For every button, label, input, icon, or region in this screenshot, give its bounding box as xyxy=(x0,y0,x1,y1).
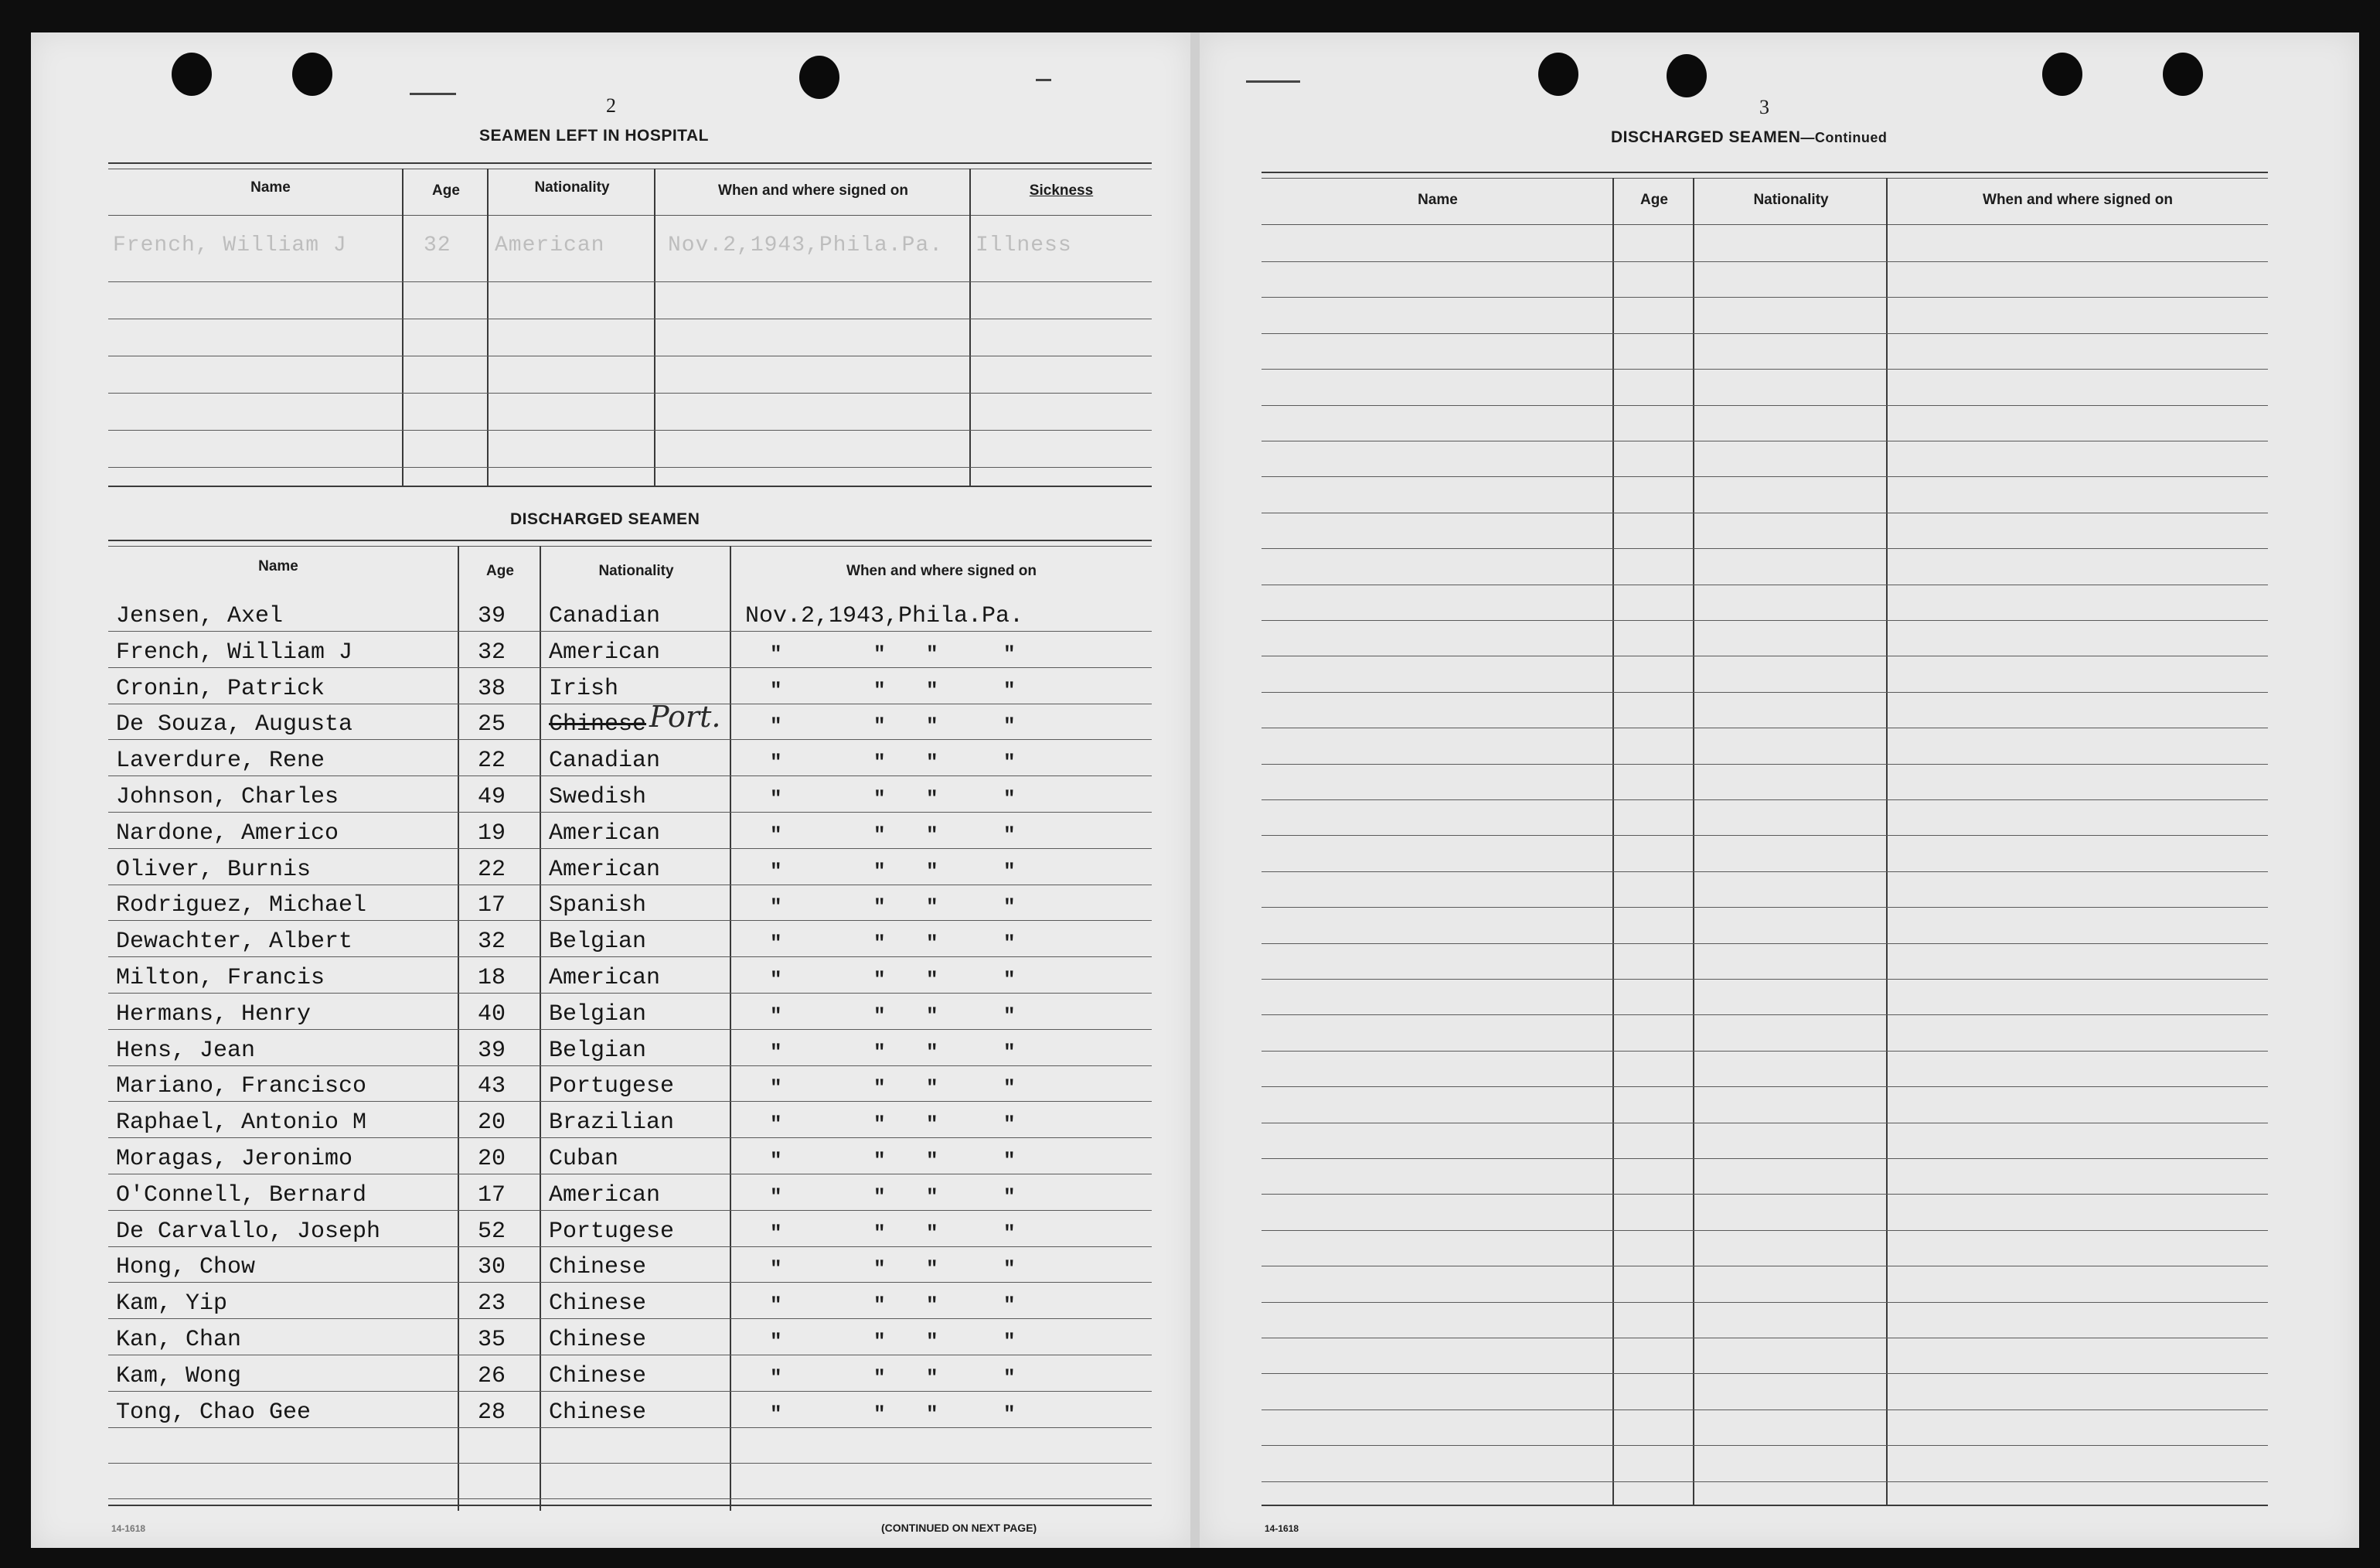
row-rule xyxy=(1262,1158,2268,1159)
left-page xyxy=(31,32,1190,1548)
row-rule xyxy=(108,956,1152,957)
ditto-mark: " xyxy=(873,1403,886,1426)
seaman-nationality: Chinese xyxy=(549,1363,647,1389)
row-rule xyxy=(1262,1086,2268,1087)
discharged-continued-heading xyxy=(1611,128,1887,147)
seaman-age: 23 xyxy=(478,1290,506,1317)
ditto-mark: " xyxy=(1003,1149,1016,1172)
signed-on: Nov.2,1943,Phila.Pa. xyxy=(745,603,1024,629)
ditto-mark: " xyxy=(1003,1330,1016,1353)
hospital-heading: SEAMEN LEFT IN HOSPITAL xyxy=(479,127,709,145)
row-rule xyxy=(1262,1445,2268,1446)
ditto-mark: " xyxy=(926,1257,938,1280)
seaman-nationality: Chinese xyxy=(549,1290,647,1317)
form-number: 14-1618 xyxy=(1265,1523,1299,1534)
row-rule xyxy=(108,631,1152,632)
ditto-mark: " xyxy=(926,751,938,774)
ditto-mark: " xyxy=(926,1403,938,1426)
ditto-mark: " xyxy=(873,1222,886,1245)
ditto-mark: " xyxy=(1003,823,1016,847)
row-rule xyxy=(108,1101,1152,1102)
seaman-name: Rodriguez, Michael xyxy=(116,892,367,919)
row-rule xyxy=(1262,297,2268,298)
seaman-age: 17 xyxy=(478,1182,506,1208)
row-rule xyxy=(108,1282,1152,1283)
ditto-mark: " xyxy=(1003,968,1016,991)
ditto-mark: " xyxy=(873,1149,886,1172)
faded-hospital-signed: Nov.2,1943,Phila.Pa. xyxy=(668,233,944,257)
col-head-age: Age xyxy=(432,182,460,199)
row-rule xyxy=(1262,1194,2268,1195)
row-rule xyxy=(1262,871,2268,872)
seaman-name: Hermans, Henry xyxy=(116,1001,312,1028)
seaman-name: Hong, Chow xyxy=(116,1254,256,1280)
ditto-mark: " xyxy=(1003,1041,1016,1064)
ditto-mark: " xyxy=(770,1257,782,1280)
ditto-mark: " xyxy=(770,932,782,955)
seaman-age: 20 xyxy=(478,1110,506,1136)
col-head-name: Name xyxy=(250,179,291,196)
row-rule xyxy=(108,1137,1152,1138)
ditto-mark: " xyxy=(873,1076,886,1099)
ditto-mark: " xyxy=(770,1149,782,1172)
row-rule xyxy=(1262,1409,2268,1410)
seaman-name: Tong, Chao Gee xyxy=(116,1399,312,1426)
seaman-name: De Souza, Augusta xyxy=(116,711,353,738)
seaman-age: 22 xyxy=(478,748,506,774)
punch-hole xyxy=(1667,54,1707,97)
ditto-mark: " xyxy=(873,1294,886,1317)
row-rule xyxy=(1262,1373,2268,1374)
ditto-mark: " xyxy=(770,1004,782,1028)
ditto-mark: " xyxy=(1003,714,1016,738)
seaman-name: Jensen, Axel xyxy=(116,603,284,629)
seaman-nationality: Chinese xyxy=(549,711,647,738)
ditto-mark: " xyxy=(926,932,938,955)
ditto-mark: " xyxy=(873,1366,886,1389)
ditto-mark: " xyxy=(873,895,886,919)
form-number: 14-1618 xyxy=(111,1523,146,1534)
page-number: 2 xyxy=(606,94,616,117)
faded-hospital-name: French, William J xyxy=(113,233,347,257)
ditto-mark: " xyxy=(873,679,886,702)
seaman-name: Kam, Yip xyxy=(116,1290,228,1317)
ditto-mark: " xyxy=(1003,860,1016,883)
scan-speck xyxy=(1036,79,1051,81)
row-rule xyxy=(108,1391,1152,1392)
ditto-mark: " xyxy=(770,1185,782,1208)
row-rule xyxy=(1262,620,2268,621)
row-rule xyxy=(1262,979,2268,980)
ditto-mark: " xyxy=(873,751,886,774)
ditto-mark: " xyxy=(1003,1366,1016,1389)
row-rule xyxy=(1262,907,2268,908)
seaman-name: Oliver, Burnis xyxy=(116,857,312,883)
seaman-name: Milton, Francis xyxy=(116,965,325,991)
ditto-mark: " xyxy=(926,823,938,847)
ditto-mark: " xyxy=(770,1403,782,1426)
seaman-age: 49 xyxy=(478,784,506,810)
ditto-mark: " xyxy=(926,1366,938,1389)
row-rule xyxy=(108,739,1152,740)
row-rule xyxy=(108,812,1152,813)
row-rule xyxy=(108,993,1152,994)
seaman-age: 39 xyxy=(478,603,506,629)
row-rule xyxy=(108,667,1152,668)
ditto-mark: " xyxy=(1003,1113,1016,1136)
seaman-age: 19 xyxy=(478,820,506,847)
seaman-age: 38 xyxy=(478,676,506,702)
seaman-nationality: Chinese xyxy=(549,1399,647,1426)
ditto-mark: " xyxy=(1003,1004,1016,1028)
seaman-nationality: Swedish xyxy=(549,784,647,810)
ditto-mark: " xyxy=(926,860,938,883)
row-rule xyxy=(1262,1302,2268,1303)
ditto-mark: " xyxy=(926,1041,938,1064)
seaman-nationality: American xyxy=(549,1182,661,1208)
seaman-age: 32 xyxy=(478,929,506,955)
row-rule xyxy=(1262,692,2268,693)
col-head-nationality: Nationality xyxy=(598,563,674,579)
ditto-mark: " xyxy=(873,1185,886,1208)
ditto-mark: " xyxy=(926,1222,938,1245)
ditto-mark: " xyxy=(770,823,782,847)
faded-hospital-nationality: American xyxy=(495,233,605,257)
ditto-mark: " xyxy=(873,643,886,666)
seaman-nationality: Portugese xyxy=(549,1219,675,1245)
continued-note: (CONTINUED ON NEXT PAGE) xyxy=(881,1522,1037,1534)
seaman-nationality: Spanish xyxy=(549,892,647,919)
seaman-age: 32 xyxy=(478,639,506,666)
row-rule xyxy=(1262,333,2268,334)
seaman-name: Kan, Chan xyxy=(116,1327,242,1353)
seaman-name: French, William J xyxy=(116,639,353,666)
punch-hole xyxy=(2042,53,2082,96)
punch-hole xyxy=(1538,53,1578,96)
seaman-nationality: Belgian xyxy=(549,929,647,955)
col-head-age: Age xyxy=(1640,192,1668,208)
col-head-signed-on: When and where signed on xyxy=(846,563,1037,579)
ditto-mark: " xyxy=(1003,787,1016,810)
heading-continued: —Continued xyxy=(1800,130,1888,145)
seaman-age: 26 xyxy=(478,1363,506,1389)
seaman-age: 25 xyxy=(478,711,506,738)
seaman-age: 35 xyxy=(478,1327,506,1353)
seaman-name: Nardone, Americo xyxy=(116,820,339,847)
ditto-mark: " xyxy=(873,968,886,991)
right-page xyxy=(1200,32,2359,1548)
row-rule xyxy=(1262,1051,2268,1052)
row-rule xyxy=(1262,405,2268,406)
row-rule xyxy=(108,1427,1152,1428)
ditto-mark: " xyxy=(926,1185,938,1208)
ditto-mark: " xyxy=(1003,1076,1016,1099)
seaman-nationality: Cuban xyxy=(549,1146,619,1172)
ditto-mark: " xyxy=(926,1294,938,1317)
ditto-mark: " xyxy=(770,1076,782,1099)
seaman-age: 39 xyxy=(478,1038,506,1064)
ditto-mark: " xyxy=(873,1113,886,1136)
seaman-nationality: Belgian xyxy=(549,1038,647,1064)
heading-main: DISCHARGED SEAMEN xyxy=(1611,128,1801,146)
seaman-nationality: Belgian xyxy=(549,1001,647,1028)
seaman-age: 40 xyxy=(478,1001,506,1028)
seaman-name: Raphael, Antonio M xyxy=(116,1110,367,1136)
seaman-name: Hens, Jean xyxy=(116,1038,256,1064)
seaman-nationality: Canadian xyxy=(549,603,661,629)
row-rule xyxy=(108,1029,1152,1030)
col-head-age: Age xyxy=(486,563,514,579)
seaman-name: Laverdure, Rene xyxy=(116,748,325,774)
ditto-mark: " xyxy=(770,1294,782,1317)
col-head-nationality: Nationality xyxy=(1753,192,1829,208)
faded-hospital-sickness: Illness xyxy=(975,233,1072,257)
ditto-mark: " xyxy=(1003,932,1016,955)
punch-hole xyxy=(2163,53,2203,96)
seaman-name: O'Connell, Bernard xyxy=(116,1182,367,1208)
ditto-mark: " xyxy=(873,1257,886,1280)
ditto-mark: " xyxy=(770,714,782,738)
row-rule xyxy=(1262,476,2268,477)
ditto-mark: " xyxy=(770,1041,782,1064)
ditto-mark: " xyxy=(926,679,938,702)
ditto-mark: " xyxy=(873,860,886,883)
ditto-mark: " xyxy=(770,1366,782,1389)
seaman-nationality: Chinese xyxy=(549,1254,647,1280)
ditto-mark: " xyxy=(770,787,782,810)
ditto-mark: " xyxy=(770,679,782,702)
seaman-age: 20 xyxy=(478,1146,506,1172)
seaman-name: Johnson, Charles xyxy=(116,784,339,810)
ditto-mark: " xyxy=(1003,1222,1016,1245)
ditto-mark: " xyxy=(926,643,938,666)
seaman-name: Mariano, Francisco xyxy=(116,1073,367,1099)
ditto-mark: " xyxy=(770,1113,782,1136)
seaman-age: 43 xyxy=(478,1073,506,1099)
row-rule xyxy=(1262,548,2268,549)
ditto-mark: " xyxy=(926,1149,938,1172)
ditto-mark: " xyxy=(770,643,782,666)
ditto-mark: " xyxy=(1003,751,1016,774)
col-head-nationality: Nationality xyxy=(534,179,610,196)
row-rule xyxy=(108,1463,1152,1464)
ditto-mark: " xyxy=(926,787,938,810)
row-rule xyxy=(1262,1014,2268,1015)
ditto-mark: " xyxy=(770,860,782,883)
seaman-name: Kam, Wong xyxy=(116,1363,242,1389)
row-rule xyxy=(1262,799,2268,800)
scan-speck xyxy=(1246,80,1300,83)
row-rule xyxy=(1262,943,2268,944)
ditto-mark: " xyxy=(873,932,886,955)
row-rule xyxy=(108,848,1152,849)
seaman-nationality: Portugese xyxy=(549,1073,675,1099)
seaman-age: 52 xyxy=(478,1219,506,1245)
ditto-mark: " xyxy=(926,1076,938,1099)
seaman-name: Cronin, Patrick xyxy=(116,676,325,702)
row-rule xyxy=(1262,369,2268,370)
seaman-name: De Carvallo, Joseph xyxy=(116,1219,381,1245)
row-rule xyxy=(108,1065,1152,1066)
seaman-nationality: Chinese xyxy=(549,1327,647,1353)
seaman-age: 22 xyxy=(478,857,506,883)
ditto-mark: " xyxy=(770,895,782,919)
seaman-nationality: Canadian xyxy=(549,748,661,774)
page-number: 3 xyxy=(1759,96,1769,118)
ditto-mark: " xyxy=(873,787,886,810)
seaman-age: 30 xyxy=(478,1254,506,1280)
seaman-nationality: American xyxy=(549,639,661,666)
ditto-mark: " xyxy=(873,1330,886,1353)
row-rule xyxy=(108,1498,1152,1499)
ditto-mark: " xyxy=(1003,1403,1016,1426)
row-rule xyxy=(1262,261,2268,262)
ditto-mark: " xyxy=(926,1004,938,1028)
punch-hole xyxy=(799,56,839,99)
ditto-mark: " xyxy=(770,751,782,774)
ditto-mark: " xyxy=(770,1222,782,1245)
seaman-nationality: American xyxy=(549,820,661,847)
ditto-mark: " xyxy=(873,1041,886,1064)
ditto-mark: " xyxy=(926,968,938,991)
seaman-age: 17 xyxy=(478,892,506,919)
seaman-nationality: Brazilian xyxy=(549,1110,675,1136)
col-head-signed-on: When and where signed on xyxy=(718,182,908,199)
ditto-mark: " xyxy=(1003,1257,1016,1280)
row-rule xyxy=(1262,1481,2268,1482)
ditto-mark: " xyxy=(926,895,938,919)
punch-hole xyxy=(292,53,332,96)
punch-hole xyxy=(172,53,212,96)
ditto-mark: " xyxy=(770,968,782,991)
row-rule xyxy=(108,1210,1152,1211)
handwritten-correction: Port. xyxy=(649,700,721,734)
row-rule xyxy=(108,1318,1152,1319)
col-head-name: Name xyxy=(1418,192,1458,208)
seaman-age: 28 xyxy=(478,1399,506,1426)
seaman-name: Dewachter, Albert xyxy=(116,929,353,955)
seaman-age: 18 xyxy=(478,965,506,991)
row-rule xyxy=(108,920,1152,921)
seaman-nationality: American xyxy=(549,965,661,991)
ditto-mark: " xyxy=(926,1330,938,1353)
ditto-mark: " xyxy=(1003,1185,1016,1208)
ditto-mark: " xyxy=(770,1330,782,1353)
ditto-mark: " xyxy=(873,1004,886,1028)
seaman-name: Moragas, Jeronimo xyxy=(116,1146,353,1172)
row-rule xyxy=(108,1246,1152,1247)
ditto-mark: " xyxy=(926,1113,938,1136)
ditto-mark: " xyxy=(1003,1294,1016,1317)
col-head-signed-on: When and where signed on xyxy=(1983,192,2173,208)
row-rule xyxy=(1262,1230,2268,1231)
col-head-name: Name xyxy=(258,558,298,574)
ditto-mark: " xyxy=(873,823,886,847)
row-rule xyxy=(1262,835,2268,836)
row-rule xyxy=(1262,764,2268,765)
faded-hospital-age: 32 xyxy=(424,233,451,257)
ditto-mark: " xyxy=(1003,679,1016,702)
row-rule xyxy=(108,775,1152,776)
ditto-mark: " xyxy=(873,714,886,738)
ditto-mark: " xyxy=(926,714,938,738)
ditto-mark: " xyxy=(1003,643,1016,666)
seaman-nationality: American xyxy=(549,857,661,883)
scan-speck xyxy=(410,93,456,95)
col-head-sickness: Sickness xyxy=(1029,182,1094,199)
discharged-heading: DISCHARGED SEAMEN xyxy=(510,510,700,528)
seaman-nationality: Irish xyxy=(549,676,619,702)
page-spine xyxy=(1190,32,1200,1548)
ditto-mark: " xyxy=(1003,895,1016,919)
